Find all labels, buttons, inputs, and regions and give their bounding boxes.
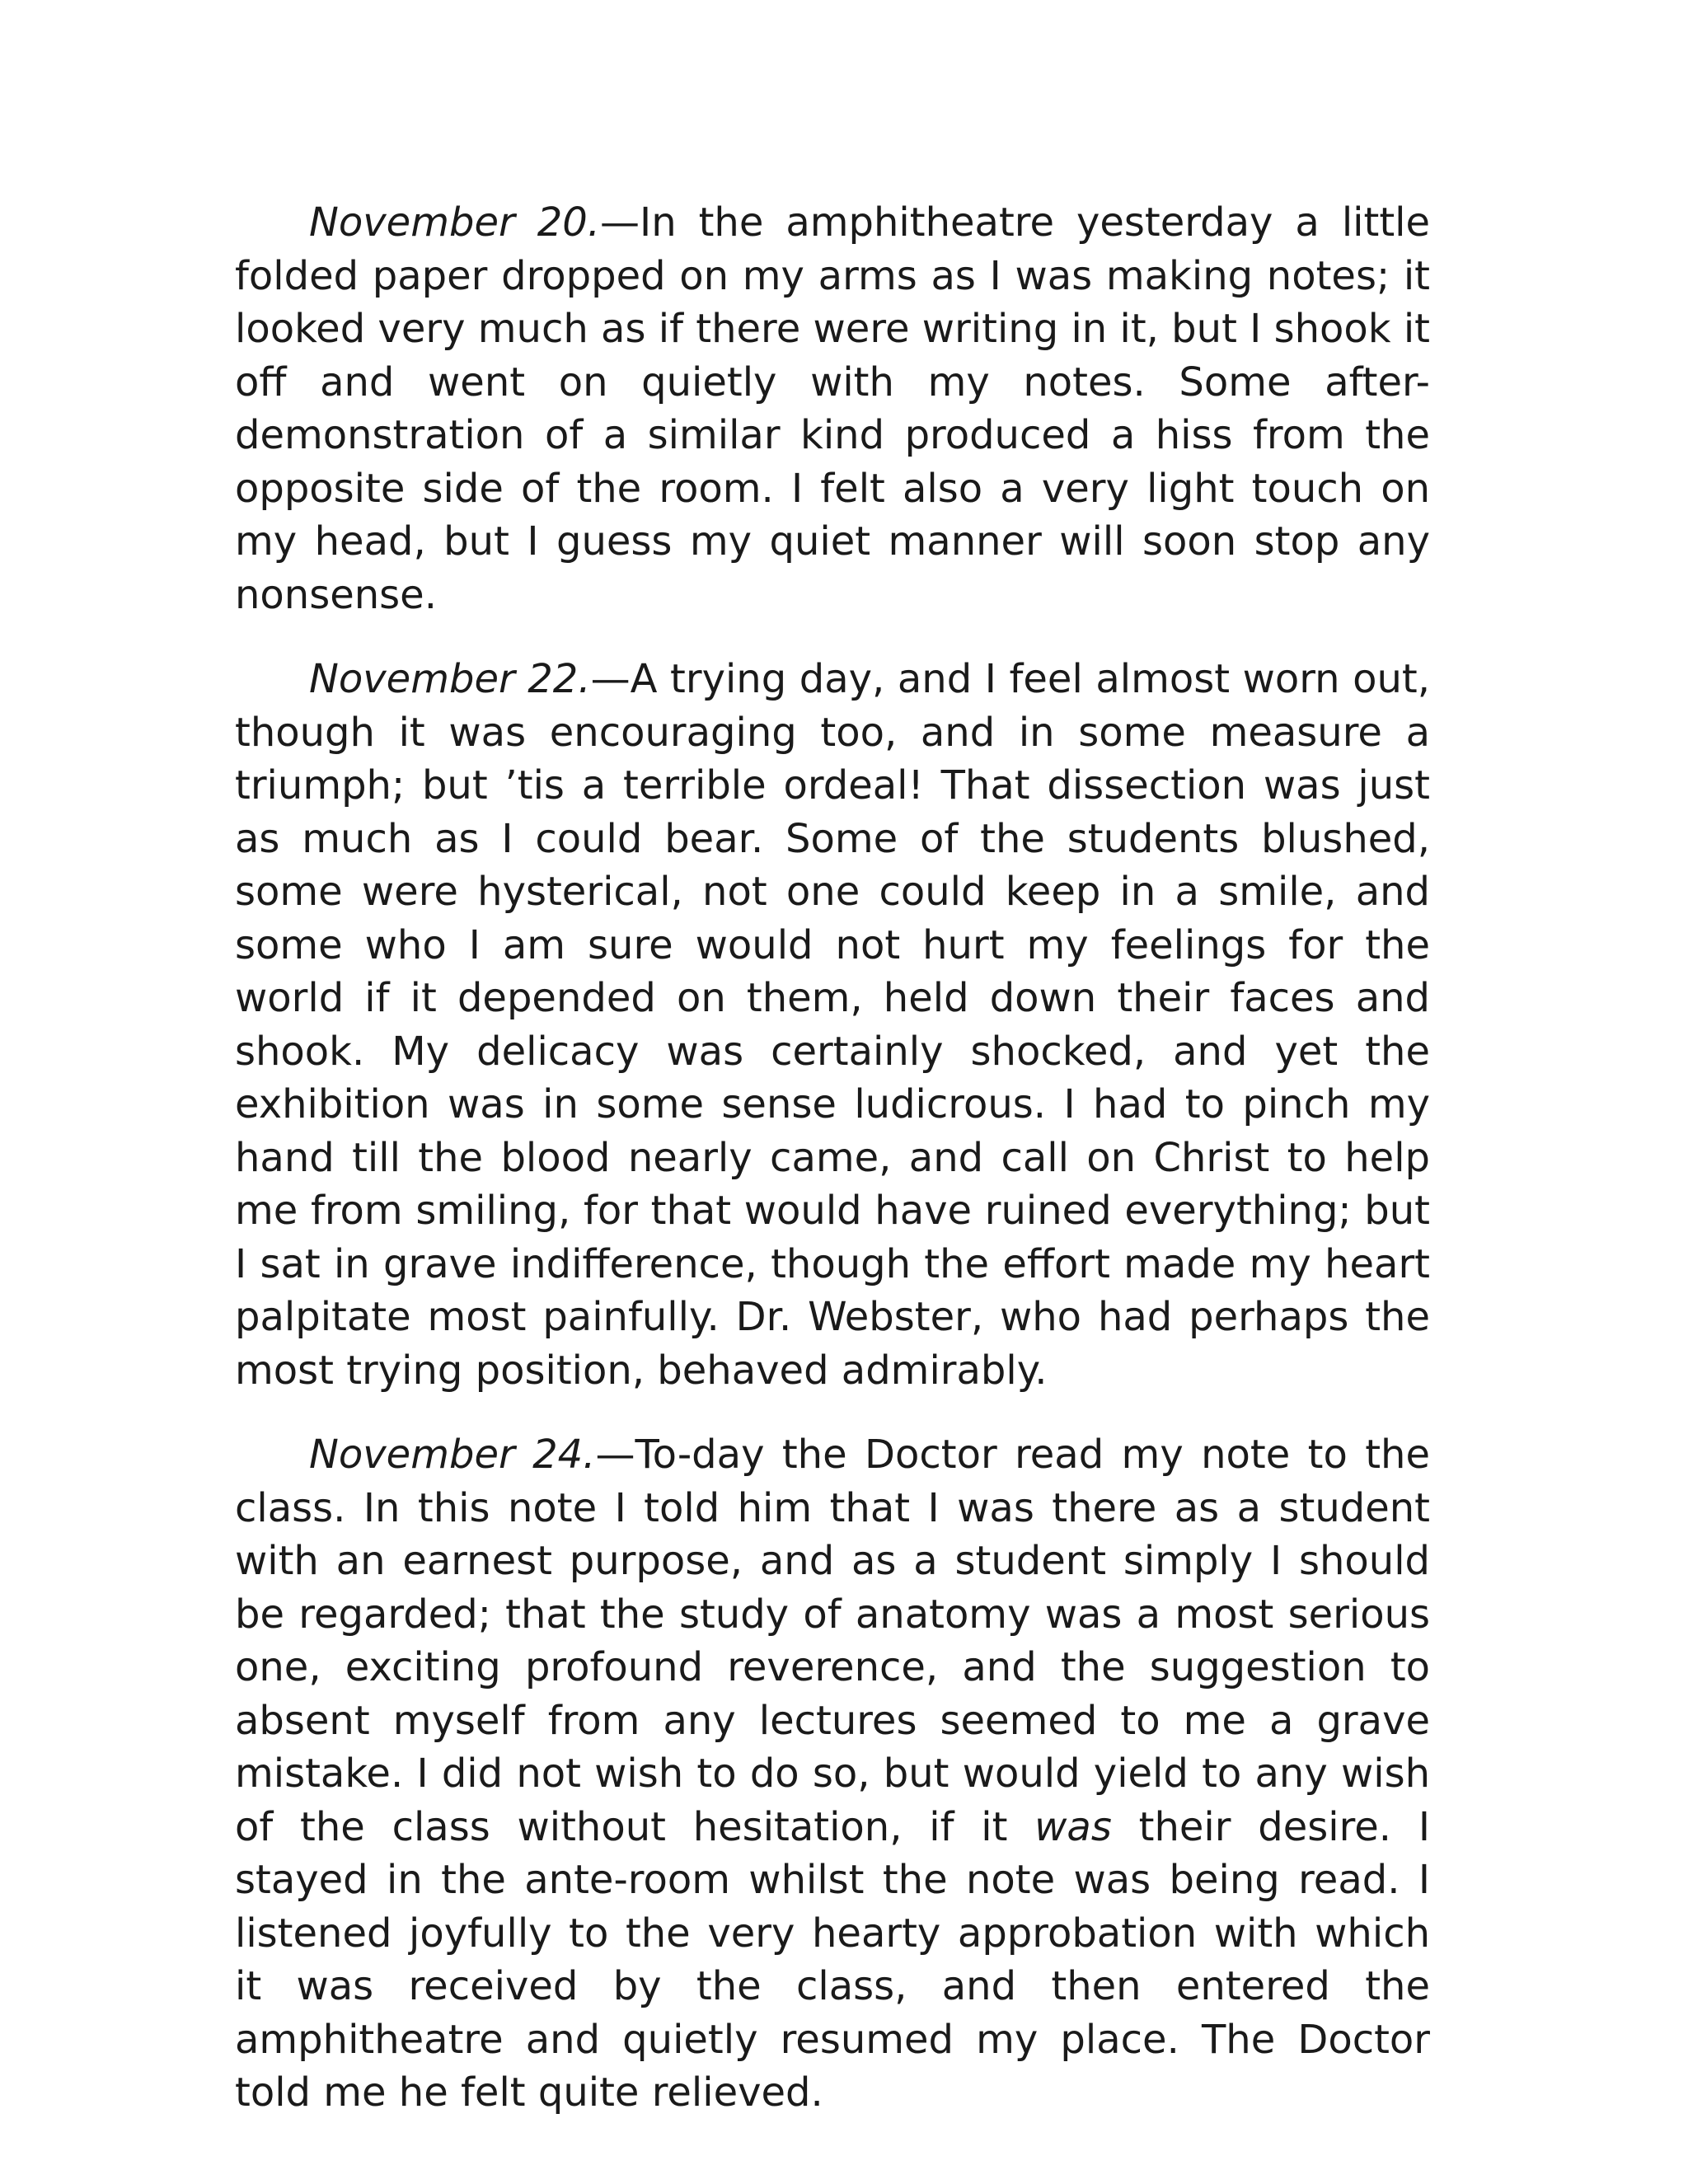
entry-date: November 20. xyxy=(309,199,601,246)
diary-entry-november-20 xyxy=(235,196,1430,621)
entry-text-part-2: their desire. I stayed in the ante-room whilst the note was being read. I listened joyfully to the very hearty approbation with which it was received by the class, and then entered the amphitheatre and quietly resumed my place. The Doctor told me he felt quite relieved. xyxy=(235,1803,1430,2116)
document-page xyxy=(235,196,1430,2151)
entry-text: —In the amphitheatre yesterday a little folded paper dropped on my arms as I was making notes; it looked very much as if there were writing in it, but I shook it off and went on quietly with my notes. Some after-demonstration of a similar kind produced a hiss from the opposite side of the room. I felt also a very light touch on my head, but I guess my quiet manner will soon stop any nonsense. xyxy=(235,199,1431,618)
diary-entry-november-24 xyxy=(235,1428,1430,2120)
entry-text-part-1: —To-day the Doctor read my note to the class. In this note I told him that I was there as a student with an earnest purpose, and as a student simply I should be regarded; that the study of anatomy was a most serious one, exciting profound reverence, and the suggestion to absent myself from any lectures seemed to me a grave mistake. I did not wish to do so, but would yield to any wish of the class without hesitation, if it xyxy=(235,1432,1431,1850)
entry-date: November 24. xyxy=(309,1432,596,1478)
entry-text: —A trying day, and I feel almost worn out, though it was encouraging too, and in some measure a triumph; but ’tis a terrible ordeal! That dissection was just as much as I could bear. Some of the students blushed, some were hysterical, not one could keep in a smile, and some who I am sure would not hurt my feelings for the world if it depended on them, held down their faces and shook. My delicacy was certainly shocked, and yet the exhibition was in some sense ludicrous. I had to pinch my hand till the blood nearly came, and call on Christ to help me from smiling, for that would have ruined everything; but I sat in grave indifference, though the effort made my heart palpitate most painfully. Dr. Webster, who had perhaps the most trying position, behaved admirably. xyxy=(235,656,1430,1394)
entry-date: November 22. xyxy=(309,656,591,702)
emphasized-word: was xyxy=(1034,1803,1112,1850)
diary-entry-november-22 xyxy=(235,653,1430,1397)
